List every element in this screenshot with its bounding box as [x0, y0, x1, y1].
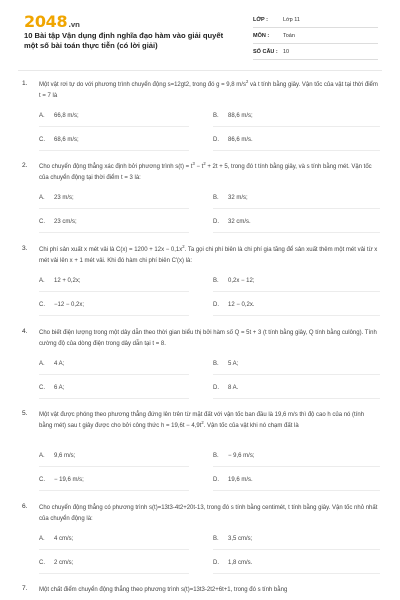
- option-text: − 19,6 m/s;: [54, 477, 84, 483]
- option-letter: C.: [39, 560, 45, 566]
- question-text: Một chất điểm chuyển động thẳng theo phương trình s(t)=13t3-2t2+6t+1, trong đó s tính bằng: [39, 587, 288, 593]
- option-text: 0,2x − 12;: [228, 278, 255, 284]
- option-letter: D.: [213, 477, 219, 483]
- option-text: −12 − 0,2x;: [54, 302, 85, 308]
- question-text: Một vật rơi tự do với phương trình chuyển động s=12gt2, trong đó g = 9,8 $m/s^2$ và t tính bằng giây. Vận tốc của vật tại thời điểm t = 7 là: [39, 79, 378, 99]
- option-text: 23 cm/s;: [54, 219, 77, 225]
- option-d[interactable]: [213, 378, 380, 399]
- option-letter: B.: [213, 536, 219, 542]
- option-a[interactable]: [39, 188, 189, 209]
- question-text: Cho chuyển động thẳng có phương trình s(t)=13t3-4t2+20t-13, trong đó s tính bằng centimét, t tính bằng giây. Vận tốc nhỏ nhất của chuyển động là:: [39, 505, 378, 522]
- option-text: 32 m/s;: [228, 195, 248, 201]
- meta-value: 10: [283, 49, 290, 55]
- option-text: 3,5 cm/s;: [228, 536, 253, 542]
- option-letter: A.: [39, 113, 45, 119]
- option-text: − 9,6 m/s;: [228, 453, 255, 459]
- question-number: 7.: [22, 585, 28, 592]
- option-text: 4 cm/s;: [54, 536, 74, 542]
- option-c[interactable]: [39, 378, 189, 399]
- option-b[interactable]: [213, 354, 380, 375]
- option-c[interactable]: [39, 212, 189, 233]
- option-c[interactable]: [39, 295, 189, 316]
- option-a[interactable]: [39, 106, 189, 127]
- question-text: Cho chuyển động thẳng xác định bởi phương trình $s(t) = t^3 - t^2 + 2t + 5$, trong đó t tính bằng giây, và s tính bằng mét. Vận tốc của chuyển động tại thời điểm t = 3 là:: [39, 161, 372, 181]
- option-text: 12 + 0,2x;: [54, 278, 81, 284]
- option-letter: C.: [39, 385, 45, 391]
- option-text: 12 − 0,2x.: [228, 302, 255, 308]
- option-c[interactable]: [39, 553, 189, 574]
- option-letter: B.: [213, 113, 219, 119]
- option-letter: B.: [213, 278, 219, 284]
- option-letter: B.: [213, 195, 219, 201]
- option-letter: D.: [213, 385, 219, 391]
- option-letter: B.: [213, 453, 219, 459]
- option-letter: C.: [39, 219, 45, 225]
- meta-value: Toán: [283, 33, 295, 39]
- option-d[interactable]: [213, 470, 380, 491]
- option-text: 19,6 m/s.: [228, 477, 253, 483]
- option-letter: B.: [213, 361, 219, 367]
- meta-row-question-count: [253, 46, 378, 60]
- question-number: 4.: [22, 328, 28, 335]
- option-letter: D.: [213, 560, 219, 566]
- option-letter: A.: [39, 453, 45, 459]
- option-a[interactable]: [39, 446, 189, 467]
- option-b[interactable]: [213, 106, 380, 127]
- question-text: Cho biết điện lượng trong một dây dẫn theo thời gian biểu thị bởi hàm số Q = 5t + 3 (t tính bằng giây, Q tính bằng culông). Tính cường độ của dòng điện trong dây dẫn tại t = 8.: [39, 330, 377, 347]
- question-number: 5.: [22, 410, 28, 417]
- option-c[interactable]: [39, 130, 189, 151]
- meta-label: MÔN :: [253, 33, 270, 39]
- option-a[interactable]: [39, 529, 189, 550]
- question-number: 2.: [22, 162, 28, 169]
- option-b[interactable]: [213, 188, 380, 209]
- option-a[interactable]: [39, 354, 189, 375]
- option-text: 86,6 m/s.: [228, 137, 253, 143]
- option-letter: C.: [39, 477, 45, 483]
- document-title: 10 Bài tập Vận dụng định nghĩa đạo hàm vào giải quyết một số bài toán thực tiễn (có lời giải): [24, 31, 224, 50]
- question-text: Chi phí sản xuất x mét vải là $C(x) = 1200 + 12x - 0,1x^2$. Ta gọi chi phí biên là chi phí gia tăng để sản xuất thêm một mét vải từ x mét vải lên x + 1 mét vải. Khi đó hàm chi phí biên C'(x) là:: [39, 244, 378, 264]
- option-letter: A.: [39, 361, 45, 367]
- option-letter: D.: [213, 219, 219, 225]
- logo-text: 2048: [24, 12, 68, 31]
- document-header: [0, 0, 400, 62]
- option-text: 4 A;: [54, 361, 65, 367]
- header-divider: [18, 70, 382, 71]
- option-text: 8 A.: [228, 385, 239, 391]
- option-letter: D.: [213, 302, 219, 308]
- question-text: Một vật được phóng theo phương thẳng đứng lên trên từ mặt đất với vận tốc ban đầu là 19,6 m/s thì độ cao h của nó (tính bằng mét) sau t giây được cho bởi công thức $h = 19,6t - 4,9t^2$. Vận tốc của vật khi nó chạm đất là: [39, 412, 365, 429]
- option-letter: A.: [39, 278, 45, 284]
- document-meta: [253, 14, 378, 62]
- option-letter: D.: [213, 137, 219, 143]
- meta-row-class: [253, 14, 378, 28]
- option-text: 88,6 m/s;: [228, 113, 253, 119]
- option-letter: C.: [39, 137, 45, 143]
- option-letter: A.: [39, 195, 45, 201]
- question-number: 3.: [22, 245, 28, 252]
- option-text: 6 A;: [54, 385, 65, 391]
- option-text: 32 cm/s.: [228, 219, 251, 225]
- question-number: 1.: [22, 80, 28, 87]
- option-text: 1,8 cm/s.: [228, 560, 253, 566]
- option-d[interactable]: [213, 295, 380, 316]
- meta-label: SỐ CÂU :: [253, 49, 278, 55]
- option-text: 66,8 m/s;: [54, 113, 79, 119]
- option-d[interactable]: [213, 212, 380, 233]
- meta-label: LỚP :: [253, 17, 268, 23]
- option-b[interactable]: [213, 446, 380, 467]
- site-logo[interactable]: [24, 12, 80, 31]
- option-b[interactable]: [213, 271, 380, 292]
- logo-suffix: .vn: [68, 21, 80, 29]
- option-text: 2 cm/s;: [54, 560, 74, 566]
- option-d[interactable]: [213, 553, 380, 574]
- meta-value: Lớp 11: [283, 17, 300, 23]
- option-b[interactable]: [213, 529, 380, 550]
- option-c[interactable]: [39, 470, 189, 491]
- meta-row-subject: [253, 30, 378, 44]
- option-text: 23 m/s;: [54, 195, 74, 201]
- option-a[interactable]: [39, 271, 189, 292]
- option-text: 5 A;: [228, 361, 239, 367]
- option-text: 68,6 m/s;: [54, 137, 79, 143]
- option-letter: A.: [39, 536, 45, 542]
- option-text: 9,6 m/s;: [54, 453, 76, 459]
- option-d[interactable]: [213, 130, 380, 151]
- question-number: 6.: [22, 503, 28, 510]
- option-letter: C.: [39, 302, 45, 308]
